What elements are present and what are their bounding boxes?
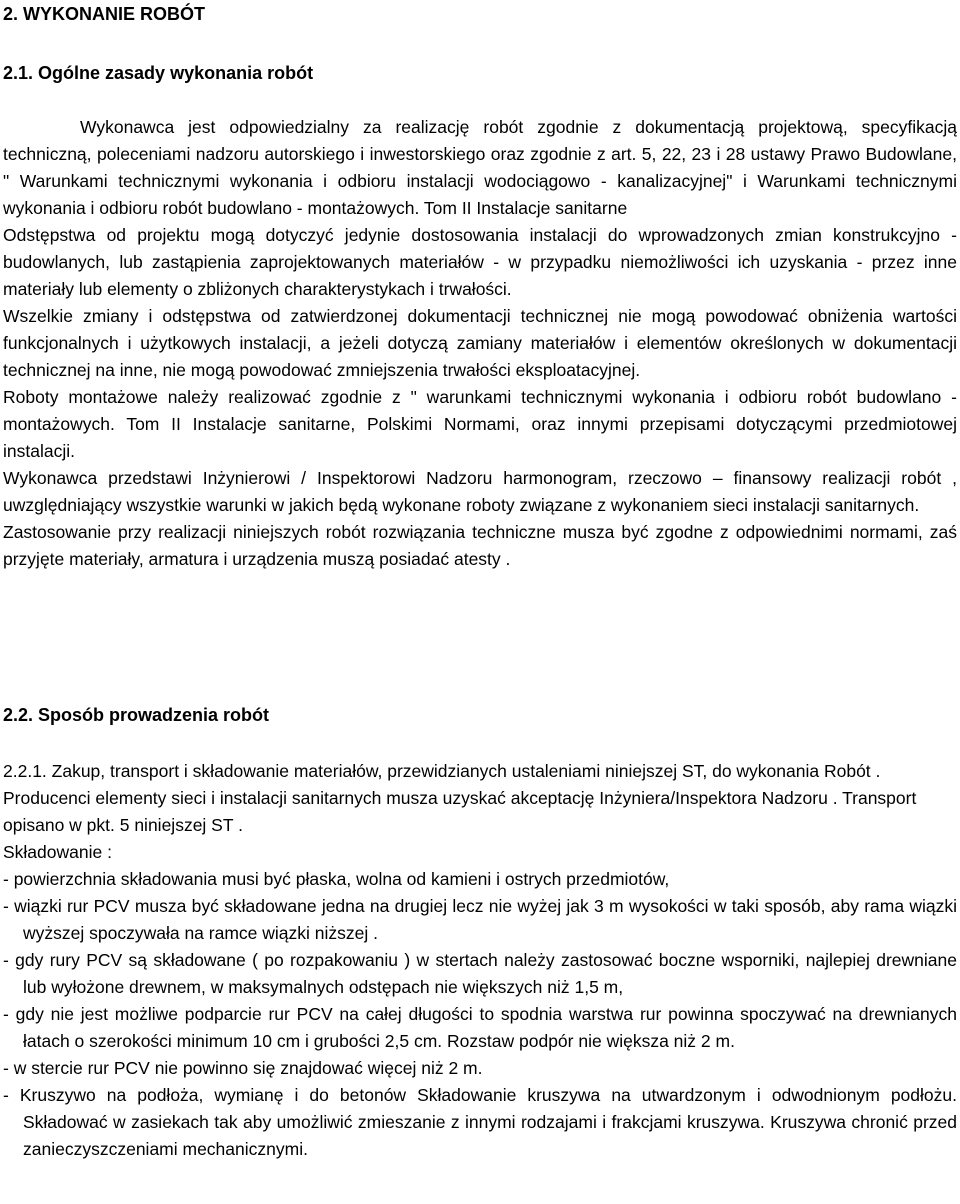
section-general-rules-body [3,114,957,573]
paragraph-installation-works: Roboty montażowe należy realizować zgodnie z " warunkami technicznymi wykonania i odbioru robót budowlano - montażowych. Tom II Instalacje sanitarne, Polskimi Normami, oraz innymi przepisami dotyczącymi przedmiotowej instalacji. [3,387,957,461]
paragraph-changes: Wszelkie zmiany i odstępstwa od zatwierdzonej dokumentacji technicznej nie mogą powodować obniżenia wartości funkcjonalnych i użytkowych instalacji, a jeżeli dotyczą zamiany materiałów i elementów określonych w dokumentacji technicznej na inne, nie mogą powodować zmniejszenia trwałości eksploatacyjnej. [3,306,957,380]
item-purchase-transport-storage: 2.2.1. Zakup, transport i składowanie materiałów, przewidzianych ustaleniami niniejszej ST, do wykonania Robót . [3,761,881,781]
section-heading: 2. WYKONANIE ROBÓT [3,4,206,24]
list-item: - gdy nie jest możliwe podparcie rur PCV na całej długości to spodnia warstwa rur powinna spoczywać na drewnianych łatach o szerokości minimum 10 cm i grubości 2,5 cm. Rozstaw podpór nie większa niż 2 m. [3,1004,957,1051]
list-item: - w stercie rur PCV nie powinno się znajdować więcej niż 2 m. [3,1058,483,1078]
paragraph-deviations: Odstępstwa od projektu mogą dotyczyć jedynie dostosowania instalacji do wprowadzonych zmian konstrukcyjno - budowlanych, lub zastąpienia zaprojektowanych materiałów - w przypadku niemożliwości ich uzyskania - przez inne materiały lub elementy o zbliżonych charakterystykach i trwałości. [3,225,957,299]
paragraph-schedule: Wykonawca przedstawi Inżynierowi / Inspektorowi Nadzoru harmonogram, rzeczowo – finansowy realizacji robót , uwzględniający wszystkie warunki w jakich będą wykonane roboty związane z wykonaniem sieci instalacji sanitarnych. [3,468,957,515]
list-item: - wiązki rur PCV musza być składowane jedna na drugiej lecz nie wyżej jak 3 m wysokości w taki sposób, aby rama wiązki wyższej spoczywała na ramce wiązki niższej . [3,896,957,943]
paragraph-responsibility: Wykonawca jest odpowiedzialny za realizację robót zgodnie z dokumentacją projektową, specyfikacją techniczną, poleceniami nadzoru autorskiego i inwestorskiego oraz zgodnie z art. 5, 22, 23 i 28 ustawy Prawo Budowlane, " Warunkami technicznymi wykonania i odbioru instalacji wodociągowo - kanalizacyjnej" i Warunkami technicznymi wykonania i odbioru robót budowlano - montażowych. Tom II Instalacje sanitarne [3,117,957,218]
paragraph-storage-label: Składowanie : [3,842,112,862]
subsection-heading-method: 2.2. Sposób prowadzenia robót [3,705,270,725]
list-item: - Kruszywo na podłoża, wymianę i do betonów Składowanie kruszywa na utwardzonym i odwodnionym podłożu. Składować w zasiekach tak aby umożliwić zmieszanie z innymi rodzajami i frakcjami kruszywa. Kruszywa chronić przed zanieczyszczeniami mechanicznymi. [3,1085,957,1159]
list-item: - powierzchnia składowania musi być płaska, wolna od kamieni i ostrych przedmiotów, [3,869,670,889]
section-method-body [3,758,957,1163]
paragraph-producers: Producenci elementy sieci i instalacji sanitarnych musza uzyskać akceptację Inżyniera/Inspektora Nadzoru . Transport opisano w pkt. 5 niniejszej ST . [3,788,917,835]
paragraph-technical-solutions: Zastosowanie przy realizacji niniejszych robót rozwiązania techniczne musza być zgodne z odpowiednimi normami, zaś przyjęte materiały, armatura i urządzenia muszą posiadać atesty . [3,522,957,569]
list-item: - gdy rury PCV są składowane ( po rozpakowaniu ) w stertach należy zastosować boczne wsporniki, najlepiej drewniane lub wyłożone drewnem, w maksymalnych odstępach nie większych niż 1,5 m, [3,950,957,997]
subsection-heading-general-rules: 2.1. Ogólne zasady wykonania robót [3,63,314,83]
